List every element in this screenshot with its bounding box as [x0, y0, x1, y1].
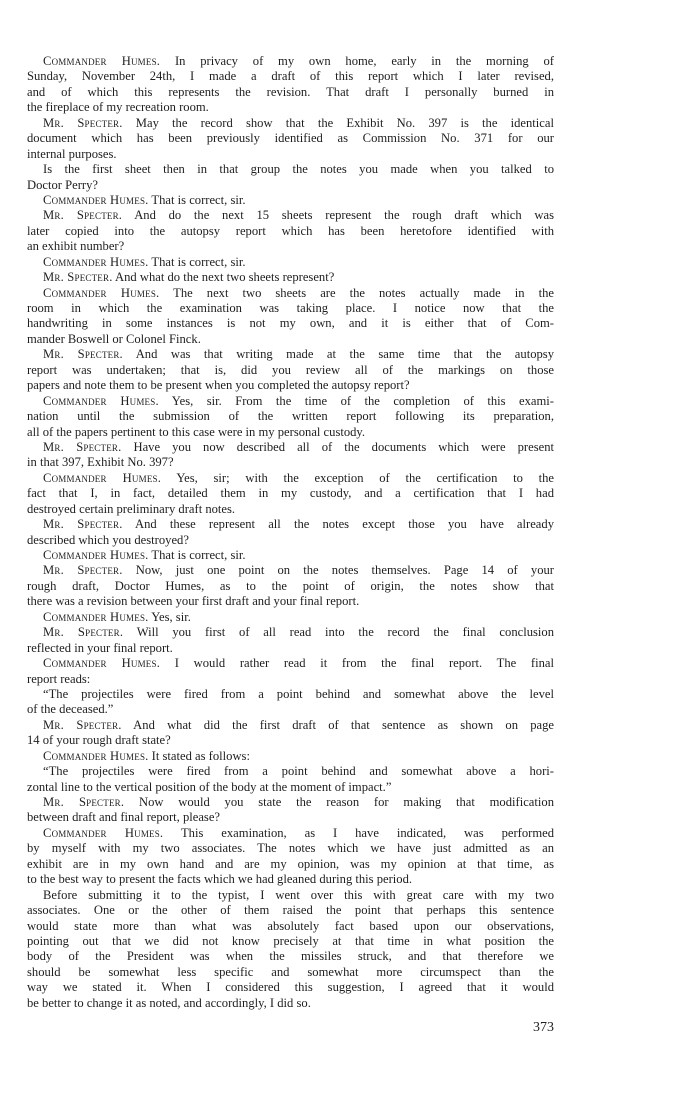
- speaker-name: Mr. Specter.: [43, 439, 122, 454]
- speaker-name: Commander Humes.: [43, 609, 149, 624]
- speaker-name: Commander Humes.: [43, 470, 162, 485]
- text-line: [27, 888, 554, 903]
- line-text: The next two sheets are the notes actually made in the: [173, 285, 554, 300]
- line-text: zontal line to the vertical position of the body at the moment of impact.”: [27, 779, 392, 794]
- line-text: there was a revision between your first draft and your final report.: [27, 594, 360, 609]
- text-line: [27, 687, 554, 702]
- text-line: [27, 69, 554, 84]
- line-text: That is correct, sir.: [151, 548, 246, 562]
- text-line: [27, 672, 554, 687]
- testimony-paragraph: [27, 54, 554, 116]
- line-text: handwriting in some instances is not my own, and it is either that of Com-: [27, 316, 554, 331]
- testimony-paragraph: [27, 394, 554, 440]
- line-text: papers and note them to be present when you completed the autopsy report?: [27, 378, 410, 393]
- line-text: described which you destroyed?: [27, 532, 189, 547]
- text-line: [27, 764, 554, 779]
- text-line: [27, 486, 554, 501]
- text-line: [27, 224, 554, 239]
- line-text: And was that writing made at the same time that the autopsy: [135, 347, 554, 362]
- line-text: This examination, as I have indicated, was performed: [180, 825, 555, 840]
- text-line: [27, 533, 554, 548]
- testimony-paragraph: [27, 193, 554, 208]
- line-text: And do the next 15 sheets represent the rough draft which was: [134, 208, 554, 223]
- text-line: [27, 826, 554, 841]
- speaker-name: Commander Humes.: [43, 825, 164, 840]
- testimony-paragraph: [27, 208, 554, 254]
- line-text: document which has been previously identified as Commission No. 371 for our: [27, 131, 554, 146]
- line-text: associates. One or the other of them raised the point that perhaps this sentence: [27, 903, 554, 918]
- line-text: And what did the first draft of that sentence as shown on page: [133, 717, 554, 732]
- text-line: [27, 625, 554, 640]
- line-text: of the deceased.”: [27, 702, 114, 717]
- speaker-name: Mr. Specter.: [43, 563, 123, 578]
- testimony-paragraph: [27, 548, 554, 563]
- text-line: [27, 409, 554, 424]
- text-line: [27, 980, 554, 995]
- text-line: [27, 548, 554, 563]
- text-line: [27, 594, 554, 609]
- testimony-paragraph: [27, 888, 554, 1012]
- speaker-name: Mr. Specter.: [43, 795, 125, 809]
- text-line: [27, 208, 554, 223]
- line-text: nation until the submission of the written report following its preparation,: [27, 409, 554, 424]
- text-line: [27, 455, 554, 470]
- line-text: Now, just one point on the notes themselves. Page 14 of your: [135, 563, 554, 578]
- text-line: [27, 934, 554, 949]
- line-text: destroyed certain preliminary draft notes.: [27, 501, 236, 516]
- line-text: I would rather read it from the final report. The final: [174, 656, 554, 671]
- text-line: [27, 178, 554, 193]
- line-text: Is the first sheet then in that group the notes you made when you talked to: [43, 162, 554, 177]
- line-text: internal purposes.: [27, 146, 117, 161]
- line-text: “The projectiles were fired from a point behind and somewhat above a hori-: [43, 764, 554, 779]
- testimony-paragraph: [27, 471, 554, 517]
- line-text: reflected in your final report.: [27, 640, 173, 655]
- line-text: Will you first of all read into the record the final conclusion: [136, 625, 554, 640]
- speaker-name: Commander Humes.: [43, 285, 160, 300]
- text-line: [27, 85, 554, 100]
- text-line: [27, 363, 554, 378]
- line-text: That is correct, sir.: [151, 254, 246, 269]
- line-text: be better to change it as noted, and accordingly, I did so.: [27, 995, 311, 1010]
- testimony-paragraph: [27, 795, 554, 826]
- text-line: [27, 502, 554, 517]
- text-line: [27, 780, 554, 795]
- speaker-name: Commander Humes.: [43, 192, 149, 207]
- line-text: “The projectiles were fired from a point behind and somewhat above the level: [43, 686, 554, 701]
- text-line: [27, 872, 554, 887]
- line-text: In privacy of my own home, early in the morning of: [174, 54, 554, 68]
- testimony-paragraph: [27, 610, 554, 625]
- text-line: [27, 162, 554, 177]
- text-line: [27, 903, 554, 918]
- text-line: [27, 641, 554, 656]
- text-line: [27, 239, 554, 254]
- line-text: in that 397, Exhibit No. 397?: [27, 455, 174, 470]
- testimony-paragraph: [27, 286, 554, 348]
- text-line: [27, 54, 554, 69]
- text-line: [27, 147, 554, 162]
- line-text: report was undertaken; that is, did you review all of the markings on those: [27, 362, 554, 377]
- line-text: body of the President was when the missiles struck, and that therefore we: [27, 949, 554, 964]
- text-line: [27, 332, 554, 347]
- testimony-paragraph: [27, 347, 554, 393]
- text-line: [27, 795, 554, 810]
- line-text: Before submitting it to the typist, I went over this with great care with my two: [43, 887, 554, 902]
- text-line: [27, 131, 554, 146]
- text-line: [27, 255, 554, 270]
- line-text: rough draft, Doctor Humes, as to the point of origin, the notes show that: [27, 578, 554, 593]
- line-text: Sunday, November 24th, I made a draft of this report which I later revised,: [27, 69, 554, 84]
- text-line: [27, 810, 554, 825]
- text-line: [27, 733, 554, 748]
- speaker-name: Mr. Specter.: [43, 347, 123, 362]
- text-line: [27, 471, 554, 486]
- text-line: [27, 100, 554, 115]
- line-text: exhibit are in my own hand and are my opinion, was my opinion at that time, as: [27, 856, 554, 871]
- line-text: May the record show that the Exhibit No. 397 is the identical: [135, 115, 554, 130]
- text-line: [27, 996, 554, 1011]
- testimony-paragraph: [27, 517, 554, 548]
- testimony-paragraph: [27, 563, 554, 609]
- text-line: [27, 301, 554, 316]
- line-text: should be somewhat less specific and somewhat more circumspect than the: [27, 964, 554, 979]
- line-text: pointing out that we did not know precisely at that time in what position the: [27, 933, 554, 948]
- testimony-paragraph: [27, 625, 554, 656]
- text-line: [27, 718, 554, 733]
- speaker-name: Mr. Specter.: [43, 270, 113, 285]
- text-line: [27, 702, 554, 717]
- testimony-paragraph: [27, 749, 554, 764]
- text-line: [27, 949, 554, 964]
- text-line: [27, 579, 554, 594]
- line-text: by myself with my two associates. The notes which we have just admitted as an: [27, 841, 554, 856]
- text-line: [27, 965, 554, 980]
- testimony-paragraph: [27, 687, 554, 718]
- speaker-name: Commander Humes.: [43, 748, 149, 763]
- testimony-paragraph: [27, 718, 554, 749]
- testimony-paragraph: [27, 764, 554, 795]
- speaker-name: Mr. Specter.: [43, 517, 123, 532]
- text-line: [27, 378, 554, 393]
- text-line: [27, 919, 554, 934]
- line-text: all of the papers pertinent to this case were in my personal custody.: [27, 424, 366, 439]
- text-line: [27, 116, 554, 131]
- text-line: [27, 857, 554, 872]
- text-line: [27, 440, 554, 455]
- text-line: [27, 517, 554, 532]
- speaker-name: Mr. Specter.: [43, 717, 122, 732]
- speaker-name: Commander Humes.: [43, 254, 149, 269]
- line-text: later copied into the autopsy report which has been heretofore identified with: [27, 223, 554, 238]
- line-text: room in which the examination was taking place. I notice now that the: [27, 301, 554, 315]
- line-text: mander Boswell or Colonel Finck.: [27, 331, 201, 346]
- text-line: [27, 193, 554, 208]
- testimony-paragraph: [27, 255, 554, 270]
- testimony-paragraph: [27, 440, 554, 471]
- text-line: [27, 286, 554, 301]
- text-line: [27, 316, 554, 331]
- line-text: 14 of your rough draft state?: [27, 733, 171, 748]
- testimony-paragraph: [27, 270, 554, 285]
- speaker-name: Commander Humes.: [43, 656, 161, 671]
- text-line: [27, 841, 554, 856]
- text-line: [27, 394, 554, 409]
- speaker-name: Mr. Specter.: [43, 625, 124, 640]
- speaker-name: Mr. Specter.: [43, 208, 123, 223]
- line-text: between draft and final report, please?: [27, 810, 221, 825]
- line-text: And these represent all the notes except those you have already: [135, 517, 554, 532]
- page-number: 373: [533, 1020, 554, 1035]
- line-text: would state more than what was absolutely fact based upon our observations,: [27, 918, 554, 933]
- text-line: [27, 749, 554, 764]
- speaker-name: Commander Humes.: [43, 393, 159, 408]
- testimony-paragraph: [27, 826, 554, 888]
- testimony-paragraph: [27, 116, 554, 162]
- line-text: And what do the next two sheets represent?: [115, 270, 335, 285]
- speaker-name: Commander Humes.: [43, 548, 149, 562]
- text-line: [27, 610, 554, 625]
- line-text: to the best way to present the facts which we had gleaned during this period.: [27, 872, 413, 887]
- speaker-name: Mr. Specter.: [43, 115, 123, 130]
- line-text: an exhibit number?: [27, 239, 125, 254]
- testimony-paragraph: [27, 162, 554, 193]
- line-text: That is correct, sir.: [151, 192, 246, 207]
- text-line: [27, 656, 554, 671]
- text-line: [27, 270, 554, 285]
- line-text: It stated as follows:: [151, 748, 250, 763]
- speaker-name: Commander Humes.: [43, 54, 161, 68]
- line-text: fact that I, in fact, detailed them in my custody, and a certification that I had: [27, 486, 554, 501]
- line-text: and of which this represents the revision. That draft I personally burned in: [27, 84, 554, 99]
- text-line: [27, 563, 554, 578]
- line-text: Doctor Perry?: [27, 177, 98, 192]
- line-text: the fireplace of my recreation room.: [27, 100, 209, 115]
- text-line: [27, 347, 554, 362]
- line-text: Have you now described all of the documents which were present: [133, 439, 554, 454]
- testimony-paragraph: [27, 656, 554, 687]
- line-text: Yes, sir. From the time of the completion of this exami-: [171, 393, 554, 408]
- line-text: Now would you state the reason for making that modification: [139, 795, 554, 809]
- line-text: Yes, sir.: [151, 609, 191, 624]
- line-text: Yes, sir; with the exception of the certification to the: [176, 470, 555, 485]
- text-line: [27, 425, 554, 440]
- transcript-body: [27, 54, 554, 1011]
- line-text: way we stated it. When I considered this suggestion, I agreed that it would: [27, 980, 554, 995]
- line-text: report reads:: [27, 671, 91, 686]
